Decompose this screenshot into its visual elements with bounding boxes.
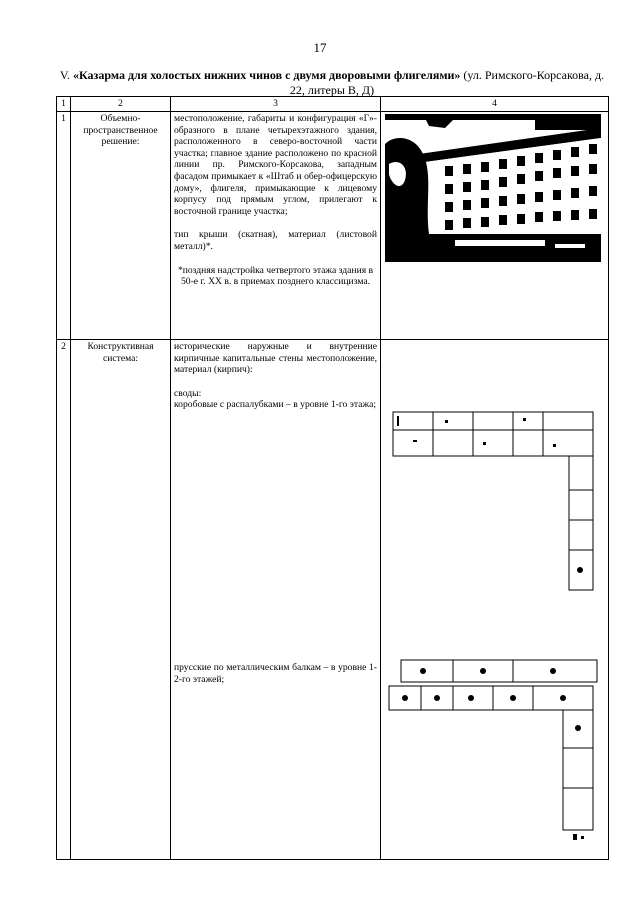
element-name: Конструктивная система: — [71, 340, 171, 860]
section-heading: V. «Казарма для холостых нижних чинов с двумя дворовыми флигелями» (ул. Римского-Корсакова, д. 22, литеры В, Д) — [59, 68, 605, 97]
table-row — [57, 112, 609, 340]
header-cell: 3 — [171, 97, 381, 112]
description-paragraph: тип крыши (скатная), материал (листовой металл)*. — [174, 229, 377, 252]
row-number: 2 — [57, 340, 71, 860]
floor-plans — [381, 340, 609, 860]
description-paragraph: коробовые с распалубками – в уровне 1-го этажа; — [174, 399, 376, 411]
floor-plan-vaults-image — [383, 400, 605, 600]
section-address: (ул. Римского-Корсакова, д. 22, литеры В, Д) — [289, 68, 605, 97]
section-title: «Казарма для холостых нижних чинов с двумя дворовыми флигелями» — [73, 68, 461, 82]
section-numeral: V — [59, 68, 67, 82]
table-row — [57, 340, 609, 860]
footnote-paragraph: *поздняя надстройка четвертого этажа здания в 50-е г. XX в. в приемах позднего классицизма. — [177, 264, 374, 288]
row-number: 1 — [57, 112, 71, 340]
description-paragraph: прусские по металлическим балкам – в уровне 1-2-го этажей; — [174, 662, 377, 685]
table-header-row — [57, 97, 609, 112]
element-description — [171, 340, 381, 860]
header-cell: 2 — [71, 97, 171, 112]
description-paragraph: местоположение, габариты и конфигурация «Г»-образного в плане четырехэтажного здания, расположенного в северо-восточной части участка; главное здание расположено по красной линии пр. Римского-Корсакова, западным фасадом примыкает к «Штаб и обер-офицерскую дому», флигеля, примыкающие к лицевому корпусу под прямым углом, прилегают к восточной границе участка; — [174, 113, 377, 217]
floor-plan-beams-image — [383, 658, 605, 848]
page-number: 17 — [313, 40, 327, 55]
subject-table — [56, 96, 609, 860]
element-description — [171, 112, 381, 340]
description-paragraph: исторические наружные и внутренние кирпичные капитальные стены местоположение, материал (кирпич): — [174, 341, 377, 376]
facade-photo — [381, 112, 609, 340]
header-cell: 4 — [381, 97, 609, 112]
building-photo-image — [385, 114, 601, 262]
description-paragraph: своды: — [174, 387, 202, 399]
element-name: Объемно-пространственное решение: — [71, 112, 171, 340]
header-cell: 1 — [57, 97, 71, 112]
